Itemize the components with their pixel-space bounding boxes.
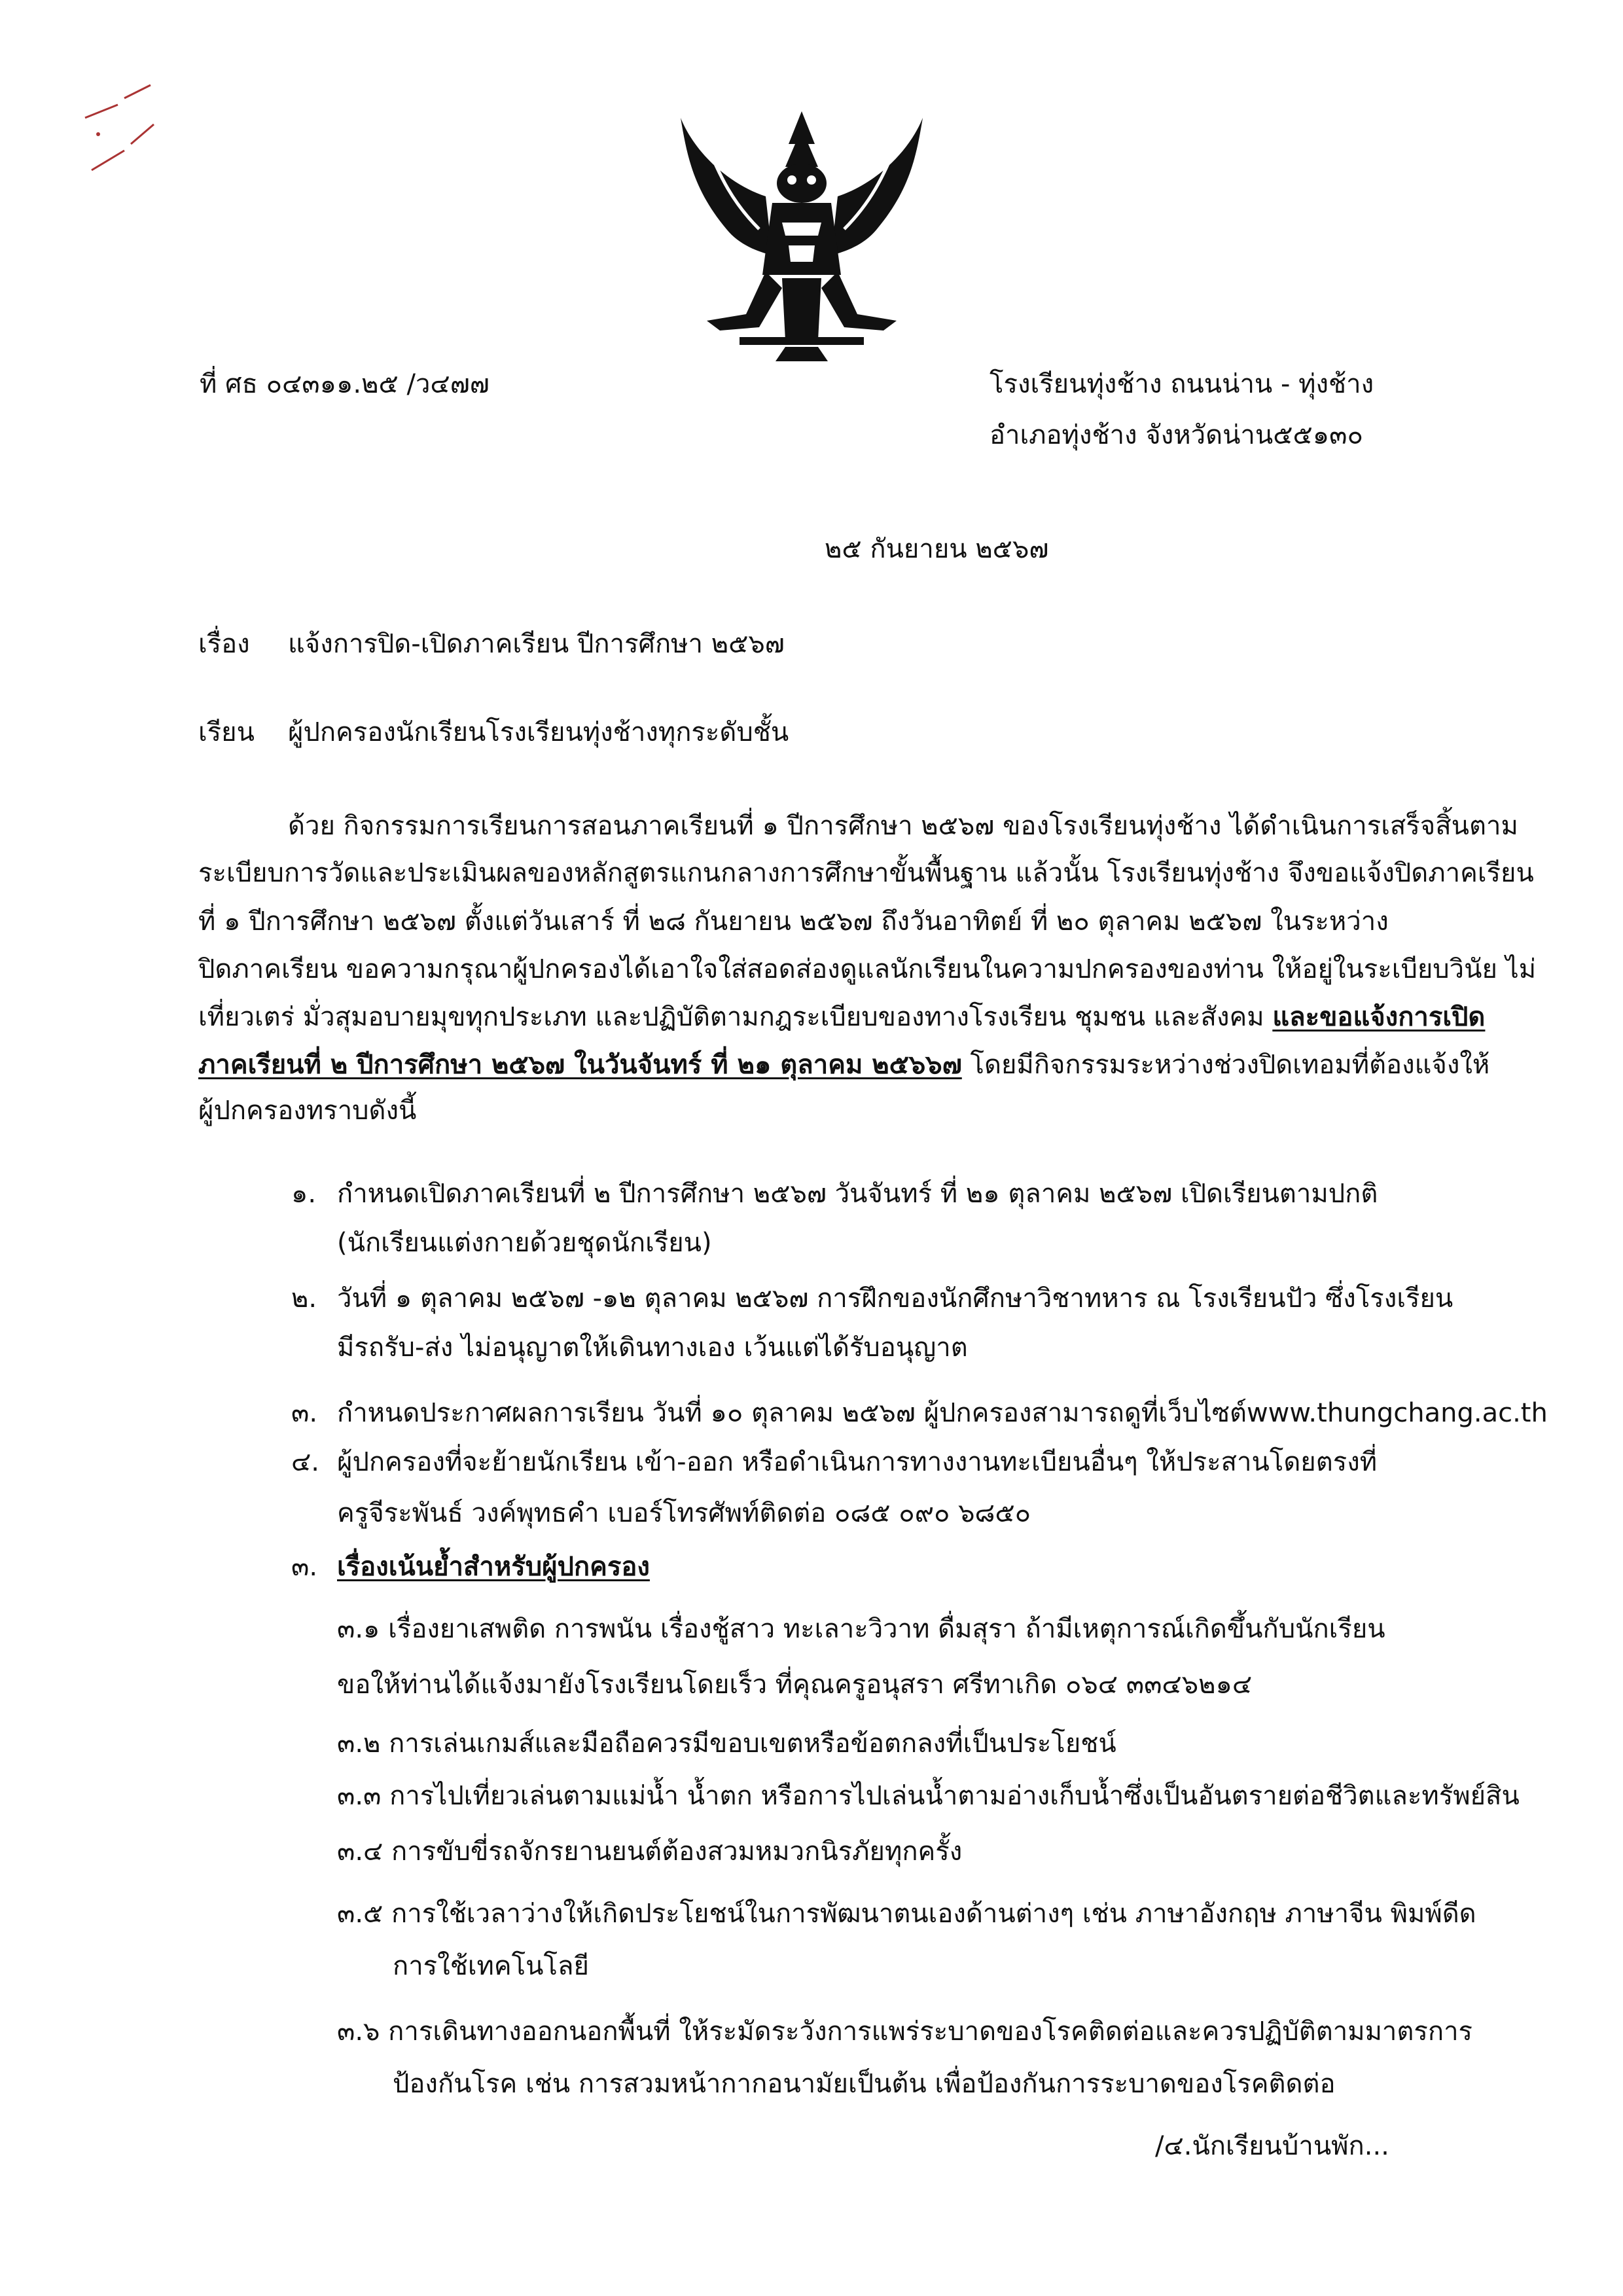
item-4-line-2: ครูจีระพันธ์ วงค์พุทธคำ เบอร์โทรศัพท์ติดต่อ ๐๘๕ ๐๙๐ ๖๘๕๐ <box>337 1498 1031 1528</box>
item-4-line-1: ผู้ปกครองที่จะย้ายนักเรียน เข้า-ออก หรือดำเนินการทางงานทะเบียนอื่นๆ ให้ประสานโดยตรงที่ <box>337 1447 1378 1477</box>
garuda-emblem-icon <box>668 105 936 363</box>
body-line-4: ปิดภาคเรียน ขอความกรุณาผู้ปกครองได้เอาใจใส่สอดส่องดูแลนักเรียนในความปกครองของท่าน ให้อยู่ในระเบียบวินัย ไม่ <box>198 954 1537 984</box>
continued-marker: /๔.นักเรียนบ้านพัก... <box>1155 2131 1389 2161</box>
school-address-line2: อำเภอทุ่งช้าง จังหวัดน่าน๕๕๑๓๐ <box>990 420 1363 450</box>
subject-text: แจ้งการปิด-เปิดภาคเรียน ปีการศึกษา ๒๕๖๗ <box>288 629 785 659</box>
body-line-6 <box>198 1049 1489 1081</box>
body-line-6-plain: โดยมีกิจกรรมระหว่างช่วงปิดเทอมที่ต้องแจ้งให้ <box>961 1050 1490 1080</box>
item-2-line-1: วันที่ ๑ ตุลาคม ๒๕๖๗ -๑๒ ตุลาคม ๒๕๖๗ การฝึกของนักศึกษาวิชาทหาร ณ โรงเรียนปัว ซึ่งโรงเรียน <box>337 1283 1454 1314</box>
item-2-number: ๒. <box>291 1283 317 1314</box>
subitem-3-2: ๓.๒ การเล่นเกมส์และมือถือควรมีขอบเขตหรือข้อตกลงที่เป็นประโยชน์ <box>337 1729 1116 1759</box>
subitem-3-4: ๓.๔ การขับขี่รถจักรยานยนต์ต้องสวมหมวกนิรภัยทุกครั้ง <box>337 1837 963 1867</box>
body-line-5 <box>198 1001 1485 1033</box>
item-1-number: ๑. <box>291 1179 317 1209</box>
subitem-3-1-line-1: ๓.๑ เรื่องยาเสพติด การพนัน เรื่องชู้สาว ทะเลาะวิวาท ดื่มสุรา ถ้ามีเหตุการณ์เกิดขึ้นกับนักเรียน <box>337 1614 1385 1644</box>
scan-marks <box>79 72 170 177</box>
subitem-3-5-line-2: การใช้เทคโนโลยี <box>393 1951 589 1981</box>
subject-label: เรื่อง <box>198 629 250 659</box>
item-1-line-1: กำหนดเปิดภาคเรียนที่ ๒ ปีการศึกษา ๒๕๖๗ วันจันทร์ ที่ ๒๑ ตุลาคม ๒๕๖๗ เปิดเรียนตามปกติ <box>337 1179 1378 1209</box>
body-line-7: ผู้ปกครองทราบดังนี้ <box>198 1096 417 1126</box>
school-address-line1: โรงเรียนทุ่งช้าง ถนนน่าน - ทุ่งช้าง <box>990 369 1374 399</box>
recipient-label: เรียน <box>198 717 255 747</box>
body-line-3: ที่ ๑ ปีการศึกษา ๒๕๖๗ ตั้งแต่วันเสาร์ ที่ ๒๘ กันยายน ๒๕๖๗ ถึงวันอาทิตย์ ที่ ๒๐ ตุลาคม ๒๕๖๗ ในระหว่าง <box>198 906 1389 937</box>
body-line-6-emphasis: ภาคเรียนที่ ๒ ปีการศึกษา ๒๕๖๗ ในวันจันทร์ ที่ ๒๑ ตุลาคม ๒๕๖๖๗ <box>198 1050 962 1080</box>
body-line-2: ระเบียบการวัดและประเมินผลของหลักสูตรแกนกลางการศึกษาขั้นพื้นฐาน แล้วนั้น โรงเรียนทุ่งช้าง จึงขอแจ้งปิดภาคเรียน <box>198 858 1534 888</box>
item-3-line-1: กำหนดประกาศผลการเรียน วันที่ ๑๐ ตุลาคม ๒๕๖๗ ผู้ปกครองสามารถดูที่เว็บไซต์www.thungchang.ac.th <box>337 1398 1548 1428</box>
item-5-heading: เรื่องเน้นย้ำสำหรับผู้ปกครอง <box>337 1552 650 1582</box>
subitem-3-3: ๓.๓ การไปเที่ยวเล่นตามแม่น้ำ น้ำตก หรือการไปเล่นน้ำตามอ่างเก็บน้ำซึ่งเป็นอันตรายต่อชีวิตและทรัพย์สิน <box>337 1781 1520 1811</box>
body-line-5-emphasis: และขอแจ้งการเปิด <box>1272 1002 1486 1032</box>
document-date: ๒๕ กันยายน ๒๕๖๗ <box>825 534 1049 564</box>
subitem-3-6-line-2: ป้องกันโรค เช่น การสวมหน้ากากอนามัยเป็นต้น เพื่อป้องกันการระบาดของโรคติดต่อ <box>393 2069 1336 2099</box>
subitem-3-6-line-1: ๓.๖ การเดินทางออกนอกพื้นที่ ให้ระมัดระวังการแพร่ระบาดของโรคติดต่อและควรปฏิบัติตามมาตรการ <box>337 2017 1473 2047</box>
item-2-line-2: มีรถรับ-ส่ง ไม่อนุญาตให้เดินทางเอง เว้นแต่ได้รับอนุญาต <box>337 1333 968 1363</box>
reference-number: ที่ ศธ ๐๔๓๑๑.๒๕ /ว๔๗๗ <box>200 369 490 399</box>
subitem-3-1-line-2: ขอให้ท่านได้แจ้งมายังโรงเรียนโดยเร็ว ที่คุณครูอนุสรา ศรีทาเกิด ๐๖๔ ๓๓๔๖๒๑๔ <box>337 1670 1253 1700</box>
subitem-3-5-line-1: ๓.๕ การใช้เวลาว่างให้เกิดประโยชน์ในการพัฒนาตนเองด้านต่างๆ เช่น ภาษาอังกฤษ ภาษาจีน พิมพ์ดีด <box>337 1899 1476 1929</box>
body-line-1: ด้วย กิจกรรมการเรียนการสอนภาคเรียนที่ ๑ ปีการศึกษา ๒๕๖๗ ของโรงเรียนทุ่งช้าง ได้ดำเนินการเสร็จสิ้นตาม <box>288 811 1518 841</box>
item-3-number: ๓. <box>291 1398 318 1428</box>
item-5-number: ๓. <box>291 1552 318 1582</box>
body-line-5-plain: เที่ยวเตร่ มั่วสุมอบายมุขทุกประเภท และปฏิบัติตามกฎระเบียบของทางโรงเรียน ชุมชน และสังคม <box>198 1002 1273 1032</box>
item-4-number: ๔. <box>291 1447 319 1477</box>
recipient-text: ผู้ปกครองนักเรียนโรงเรียนทุ่งช้างทุกระดับชั้น <box>288 717 789 747</box>
item-1-line-2: (นักเรียนแต่งกายด้วยชุดนักเรียน) <box>337 1228 712 1258</box>
